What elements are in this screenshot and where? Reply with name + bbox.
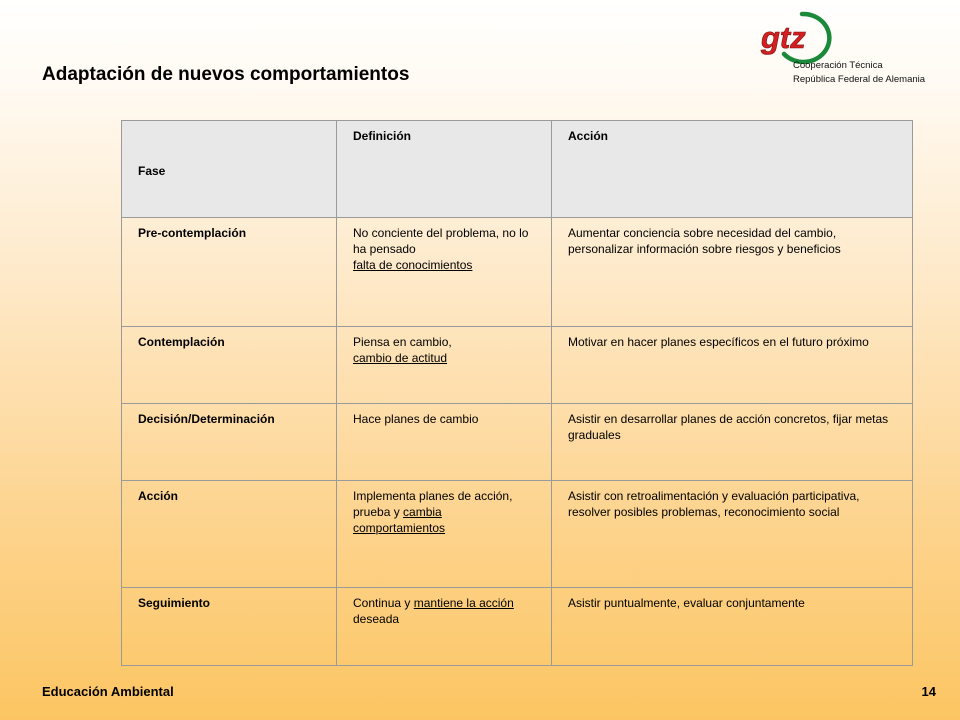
table-row [122,327,913,404]
definicion-text: Implementa planes de acción, prueba y [353,489,513,519]
header-definicion: Definición [337,121,552,218]
definicion-underlined-text: falta de conocimientos [353,258,473,272]
table-row [122,218,913,327]
gtz-logo-text: gtz [761,20,806,55]
definicion-text-end: deseada [353,612,400,626]
fase-cell: Acción [122,481,337,588]
table-header-row [122,121,913,218]
fase-cell: Seguimiento [122,588,337,666]
table-row [122,481,913,588]
table-row [122,588,913,666]
table-row [122,404,913,481]
definicion-cell [337,327,552,404]
phases-table [121,120,913,666]
header-accion: Acción [552,121,913,218]
fase-cell: Decisión/Determinación [122,404,337,481]
accion-cell: Asistir puntualmente, evaluar conjuntamente [552,588,913,666]
header-fase: Fase [122,121,337,218]
logo-caption-line-1: Cooperación Técnica [793,60,883,71]
definicion-underlined-text: cambio de actitud [353,351,448,365]
page-number: 14 [921,684,936,699]
accion-cell: Aumentar conciencia sobre necesidad del cambio, personalizar información sobre riesgos y beneficios [552,218,913,327]
logo-caption [793,59,925,87]
footer-course-title: Educación Ambiental [42,684,174,699]
fase-cell: Pre-contemplación [122,218,337,327]
definicion-cell [337,481,552,588]
accion-cell: Asistir en desarrollar planes de acción concretos, fijar metas graduales [552,404,913,481]
definicion-text: No conciente del problema, no lo ha pensado [353,226,529,256]
definicion-cell [337,588,552,666]
definicion-underlined-text: mantiene la acción [413,596,514,610]
definicion-text: Continua y [353,596,411,610]
definicion-underlined-text: cambia comportamientos [353,505,446,535]
definicion-cell [337,218,552,327]
definicion-text: Piensa en cambio, [353,335,452,349]
slide-title: Adaptación de nuevos comportamientos [42,64,410,85]
logo-caption-line-2: República Federal de Alemania [793,74,926,85]
accion-cell: Asistir con retroalimentación y evaluación participativa, resolver posibles problemas, reconocimiento social [552,481,913,588]
definicion-cell: Hace planes de cambio [337,404,552,481]
accion-cell: Motivar en hacer planes específicos en el futuro próximo [552,327,913,404]
gtz-logo [758,8,838,64]
fase-cell: Contemplación [122,327,337,404]
